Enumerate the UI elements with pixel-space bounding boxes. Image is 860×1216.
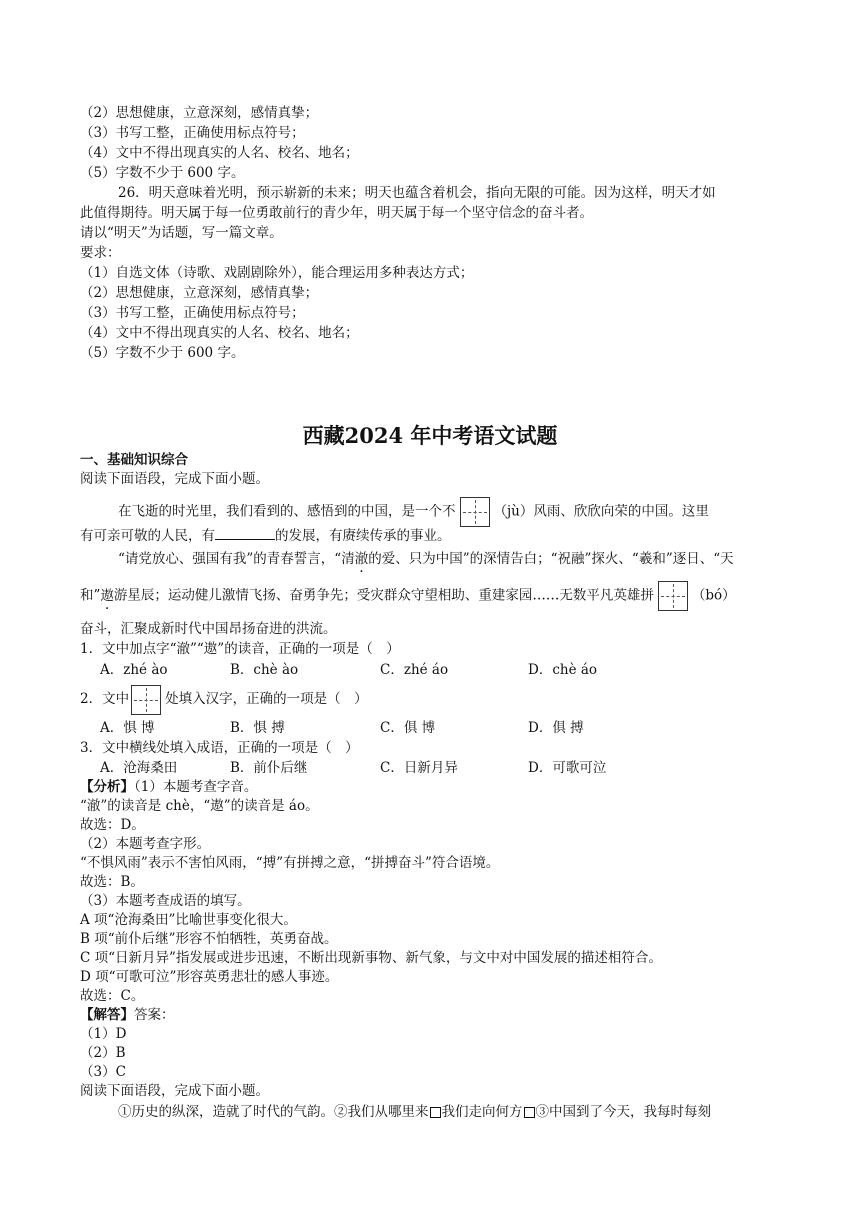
option-a[interactable]: A．沧海桑田 <box>100 760 178 776</box>
char-box <box>131 685 161 715</box>
passage-line <box>80 525 451 546</box>
requirement-line: （5）字数不少于 600 字。 <box>80 345 245 361</box>
analysis-line: 故选：D。 <box>80 817 145 833</box>
q26-requirements-label: 要求： <box>80 245 121 261</box>
option-a[interactable]: A．惧 博 <box>100 720 155 736</box>
option-b[interactable]: B．惧 搏 <box>230 720 285 736</box>
requirement-line: （3）书写工整，正确使用标点符号； <box>80 305 305 321</box>
analysis-line: D 项“可歌可泣”形容英勇悲壮的感人事迹。 <box>80 969 339 985</box>
requirement-line: （2）思想健康，立意深刻，感情真挚； <box>80 105 319 121</box>
requirement-line: （2）思想健康，立意深刻，感情真挚； <box>80 285 319 301</box>
passage-text: “请党放心、强国有我”的青春誓言，“清 <box>118 551 355 567</box>
option-b[interactable]: B．chè ào <box>230 662 299 678</box>
q26-prompt: 请以“明天”为话题，写一篇文章。 <box>80 225 283 241</box>
dotted-char: 澈 <box>354 551 369 567</box>
analysis-text: （1）本题考查字音。 <box>134 779 258 795</box>
passage-line: 奋斗，汇聚成新时代中国昂扬奋进的洪流。 <box>80 621 337 637</box>
requirement-line: （5）字数不少于 600 字。 <box>80 165 245 181</box>
section-intro: 阅读下面语段，完成下面小题。 <box>80 1083 269 1099</box>
q26-line2: 此值得期待。明天属于每一位勇敢前行的青少年，明天属于每一个坚守信念的奋斗者。 <box>80 205 593 221</box>
passage-text: 游星辰；运动健儿激情飞扬、奋勇争先；受灾群众守望相助、重建家园……无数平凡英雄拼 <box>113 587 654 604</box>
q26-line1: 26．明天意味着光明，预示崭新的未来；明天也蕴含着机会，指向无限的可能。因为这样，明天才如 <box>118 185 716 201</box>
analysis-label: 【分析】 <box>80 779 134 795</box>
option-d[interactable]: D．chè áo <box>528 662 598 678</box>
answer-header <box>80 1005 175 1025</box>
section-heading: 一、基础知识综合 <box>80 452 188 468</box>
question-stem: 1．文中加点字“澈”“遨”的读音，正确的一项是（ ） <box>80 641 400 657</box>
passage-line <box>118 549 734 569</box>
passage-text: 的发展，有赓续传承的事业。 <box>275 528 451 544</box>
option-c[interactable]: C．俱 博 <box>380 720 436 736</box>
passage-text: 的爱、只为中国”的深情告白；“祝融”探火、“羲和”逐日、“天 <box>368 551 734 567</box>
question-stem: 3．文中横线处填入成语，正确的一项是（ ） <box>80 740 359 756</box>
analysis-line: “不惧风雨”表示不害怕风雨，“搏”有拼搏之意，“拼搏奋斗”符合语境。 <box>80 855 500 871</box>
document-title: 西藏2024 年中考语文试题 <box>302 423 558 448</box>
analysis-line: “澈”的读音是 chè，“遨”的读音是 áo。 <box>80 798 319 814</box>
option-d[interactable]: D．俱 搏 <box>528 720 584 736</box>
dotted-char: 遨 <box>100 587 114 604</box>
analysis-header <box>80 777 257 797</box>
passage-text: （jù）风雨、欣欣向荣的中国。这里 <box>493 503 709 520</box>
answer-item: （2）B <box>80 1045 126 1061</box>
passage-text: （bó） <box>691 587 736 604</box>
option-d[interactable]: D．可歌可泣 <box>528 760 607 776</box>
question-text: 处填入汉字，正确的一项是（ ） <box>165 691 368 707</box>
question-text: 2．文中 <box>80 691 130 707</box>
punctuation-box <box>430 1107 441 1118</box>
passage-line <box>118 1102 711 1122</box>
passage-text: 我们走向何方 <box>441 1104 523 1120</box>
section-intro: 阅读下面语段，完成下面小题。 <box>80 471 269 487</box>
passage-text: 在飞逝的时光里，我们看到的、感悟到的中国，是一个不 <box>118 503 456 520</box>
question-stem <box>80 684 368 715</box>
analysis-line: （2）本题考查字形。 <box>80 836 211 852</box>
passage-text: ③中国到了今天，我每时每刻 <box>535 1104 711 1120</box>
analysis-line: 故选：C。 <box>80 988 145 1004</box>
analysis-line: C 项“日新月异”指发展或进步迅速，不断出现新事物、新气象，与文中对中国发展的描述相符合。 <box>80 950 662 966</box>
analysis-line: B 项“前仆后继”形容不怕牺牲，英勇奋战。 <box>80 931 338 947</box>
requirement-line: （4）文中不得出现真实的人名、校名、地名； <box>80 145 359 161</box>
option-b[interactable]: B．前仆后继 <box>230 760 308 776</box>
option-c[interactable]: C．zhé áo <box>380 662 449 678</box>
punctuation-box <box>524 1107 535 1118</box>
requirement-line: （4）文中不得出现真实的人名、校名、地名； <box>80 325 359 341</box>
passage-line <box>118 497 709 527</box>
answer-text: 答案： <box>134 1007 175 1023</box>
analysis-line: （3）本题考查成语的填写。 <box>80 893 251 909</box>
answer-label: 【解答】 <box>80 1007 134 1023</box>
answer-item: （3）C <box>80 1064 126 1080</box>
passage-text: 和” <box>80 587 101 604</box>
passage-text: ①历史的纵深，造就了时代的气韵。②我们从哪里来 <box>118 1104 429 1120</box>
answer-item: （1）D <box>80 1026 127 1042</box>
passage-text: 有可亲可敬的人民，有 <box>80 528 215 544</box>
answer-blank <box>215 525 275 540</box>
analysis-line: A 项“沧海桑田”比喻世事变化很大。 <box>80 912 297 928</box>
requirement-line: （3）书写工整，正确使用标点符号； <box>80 125 305 141</box>
requirement-line: （1）自选文体（诗歌、戏剧剧除外），能合理运用多种表达方式； <box>80 265 474 281</box>
option-a[interactable]: A．zhé ào <box>100 662 168 678</box>
option-c[interactable]: C．日新月异 <box>380 760 458 776</box>
analysis-line: 故选：B。 <box>80 874 144 890</box>
char-box <box>658 581 688 611</box>
char-box <box>460 497 490 527</box>
passage-line <box>80 581 736 611</box>
